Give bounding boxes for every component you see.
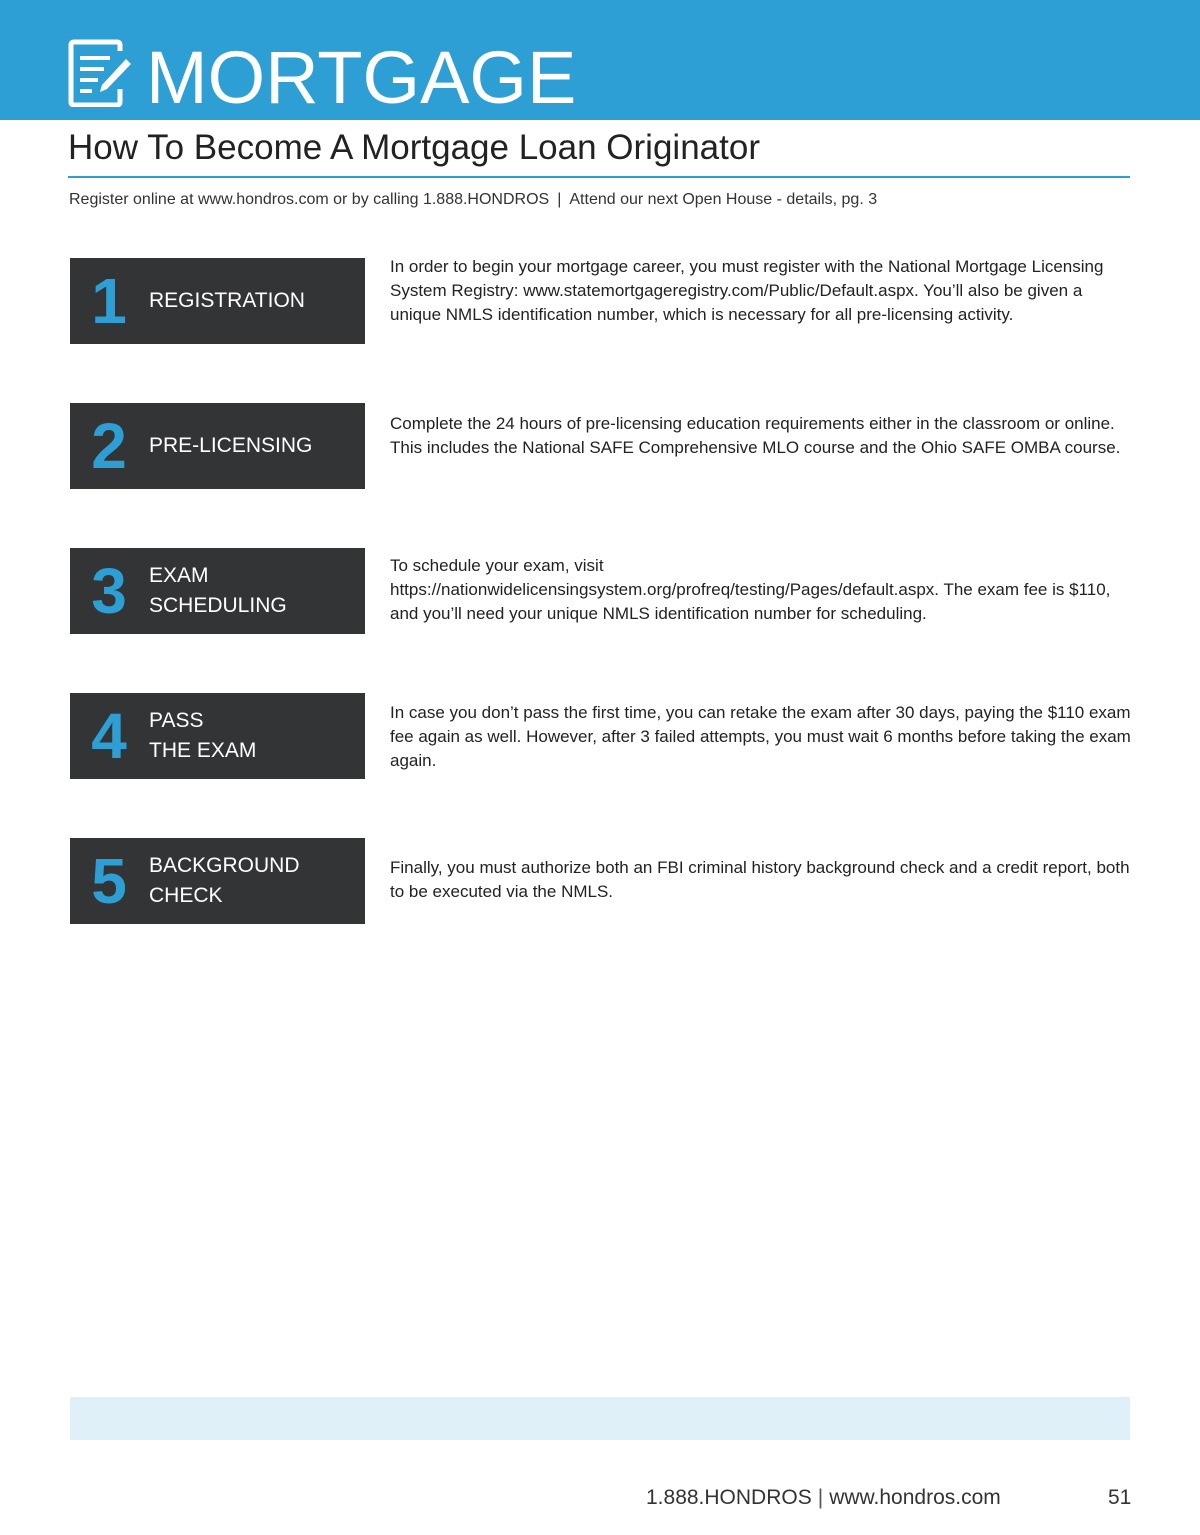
step-box-2	[70, 403, 365, 489]
step-description-2: Complete the 24 hours of pre-licensing education requirements either in the classroom or online. This includes the National SAFE Comprehensive MLO course and the Ohio SAFE OMBA course.	[390, 414, 1121, 457]
register-text: Register online at www.hondros.com or by calling 1.888.HONDROS	[69, 191, 550, 208]
footer-band	[70, 1397, 1130, 1440]
step-label-line: EXAM	[149, 564, 209, 587]
page-number: 51	[1108, 1486, 1132, 1509]
step-label-line: PASS	[149, 709, 204, 732]
step-label	[149, 693, 359, 779]
step-box-1	[70, 258, 365, 344]
step-label	[149, 403, 359, 489]
footer-contact	[646, 1484, 1001, 1512]
open-house-text: Attend our next Open House - details, pg. 3	[569, 191, 878, 208]
step-label-line: PRE-LICENSING	[149, 434, 313, 457]
info-separator: |	[557, 191, 562, 208]
step-box-4	[70, 693, 365, 779]
step-number: 1	[91, 265, 127, 337]
step-number: 3	[91, 555, 127, 627]
step-label	[149, 548, 359, 634]
step-box-5	[70, 838, 365, 924]
step-label-line: REGISTRATION	[149, 289, 305, 312]
step-label-line: THE EXAM	[149, 739, 257, 762]
step-box-3	[70, 548, 365, 634]
page-title: MORTGAGE	[146, 36, 577, 119]
step-description-4: In case you don’t pass the first time, you can retake the exam after 30 days, paying the $110 exam fee again as well. However, after 3 failed attempts, you must wait 6 months before taking the exam again.	[390, 703, 1131, 770]
footer-phone: 1.888.HONDROS	[646, 1486, 812, 1509]
step-label-line: BACKGROUND	[149, 854, 300, 877]
step-description-1: In order to begin your mortgage career, you must register with the National Mortgage Licensing System Registry: www.statemortgageregistry.com/Public/Default.aspx. You’ll also be given a unique NMLS identification number, which is necessary for all pre-licensing activity.	[390, 257, 1104, 324]
step-description-3: To schedule your exam, visit https://nationwidelicensingsystem.org/profreq/testing/Pages/default.aspx. The exam fee is $110, and you’ll need your unique NMLS identification number for scheduling.	[390, 556, 1111, 623]
divider	[68, 176, 1130, 178]
page-subtitle: How To Become A Mortgage Loan Originator	[68, 128, 760, 167]
step-label	[149, 838, 359, 924]
footer-separator: |	[817, 1486, 824, 1509]
step-number: 5	[91, 845, 127, 917]
step-label-line: CHECK	[149, 884, 223, 907]
step-number: 2	[91, 410, 127, 482]
step-label-line: SCHEDULING	[149, 594, 287, 617]
footer-website[interactable]: www.hondros.com	[829, 1486, 1001, 1509]
header-band	[0, 0, 1200, 120]
step-description-5: Finally, you must authorize both an FBI criminal history background check and a credit report, both to be executed via the NMLS.	[390, 858, 1130, 901]
document-pencil-icon	[68, 39, 134, 107]
step-number: 4	[91, 700, 127, 772]
registration-info	[69, 190, 877, 210]
step-label	[149, 258, 359, 344]
